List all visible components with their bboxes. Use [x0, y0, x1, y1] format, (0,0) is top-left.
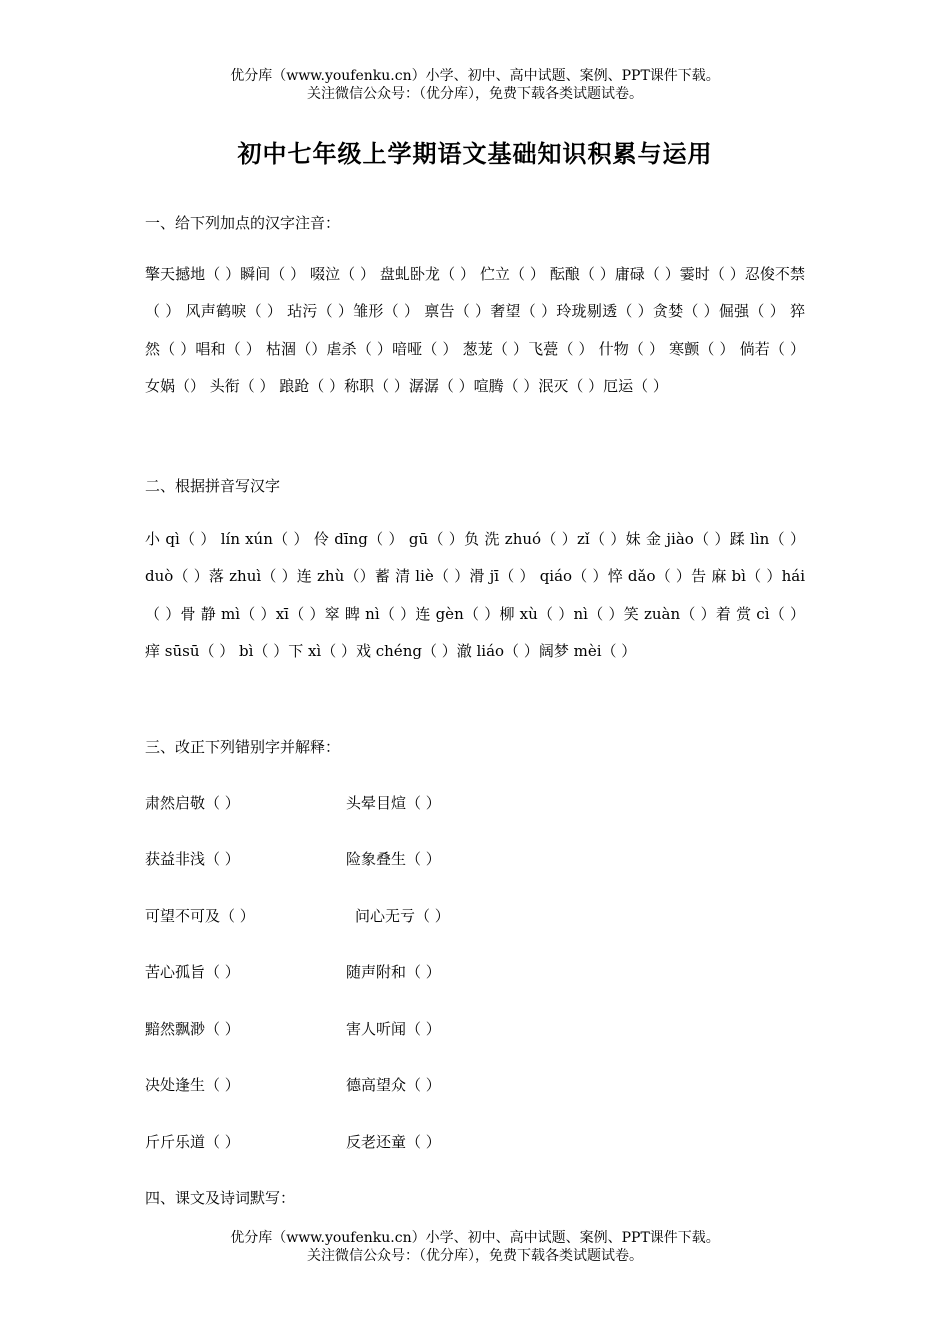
- correction-left: 苦心孤旨（ ）: [145, 963, 240, 981]
- section-2-heading: 二、根据拼音写汉字: [145, 477, 281, 495]
- correction-right: 害人听闻（ ）: [346, 1020, 441, 1038]
- correction-row: [145, 1131, 645, 1153]
- correction-right: 德高望众（ ）: [346, 1076, 441, 1094]
- page-header: [0, 67, 950, 103]
- footer-line-2: 关注微信公众号：（优分库），免费下载各类试题试卷。: [307, 1248, 643, 1264]
- document-title: 初中七年级上学期语文基础知识积累与运用: [237, 139, 713, 168]
- correction-row: [145, 905, 645, 927]
- correction-left: 获益非浅（ ）: [145, 850, 240, 868]
- correction-left: 肃然启敬（ ）: [145, 794, 240, 812]
- correction-left: 斤斤乐道（ ）: [145, 1133, 240, 1151]
- correction-row: [145, 961, 645, 983]
- correction-right: 问心无亏（ ）: [355, 907, 450, 925]
- correction-row: [145, 792, 645, 814]
- correction-row: [145, 848, 645, 870]
- section-2-text: 小 qì（ ） lín xún（ ） 伶 dīng（ ） gū（ ）负 洗 zhuó（ ）zǐ（ ）妹 金 jiào（ ）蹂 lìn（ ）duò（ ）落 zhuì（ ）连 zhù（）蓄 清 liè（ ）滑 jī（ ） qiáo（ ）悴 dǎo（ ）告 麻 bì（ ）hái（ ）骨 静 mì（ ）xī（ ）窣 睥 nì（ ）连 gèn（ ）柳 xù（ ）nì（ ）笑 zuàn（ ）着 赏 cì（ ）痒 sūsū（ ） bì（ ）下 xì（ ）戏 chéng（ ）澈 liáo（ ）阔梦 mèi（ ）: [145, 530, 805, 661]
- header-line-2: 关注微信公众号：（优分库），免费下载各类试题试卷。: [307, 86, 643, 102]
- section-4-heading: 四、课文及诗词默写：: [145, 1189, 296, 1207]
- correction-right: 险象叠生（ ）: [346, 850, 441, 868]
- page-footer: [0, 1229, 950, 1265]
- correction-left: 可望不可及（ ）: [145, 907, 255, 925]
- correction-left: 黯然飘渺（ ）: [145, 1020, 240, 1038]
- correction-right: 头晕目煊（ ）: [346, 794, 441, 812]
- correction-row: [145, 1074, 645, 1096]
- correction-row: [145, 1018, 645, 1040]
- section-3-heading: 三、改正下列错别字并解释：: [145, 738, 341, 756]
- section-1-text: 擎天撼地（ ）瞬间（ ） 啜泣（ ） 盘虬卧龙（ ） 伫立（ ） 酝酿（ ）庸碌（ ）霎时（ ）忍俊不禁（ ） 风声鹤唳（ ） 玷污（ ）雏形（ ） 禀告（ ）奢望（ ）玲珑剔透（ ）贪婪（ ）倔强（ ） 猝然（ ）唱和（ ） 枯涸（）虐杀（ ）喑哑（ ） 葱茏（ ）飞甍（ ） 什物（ ） 寒颤（ ） 倘若（ ）女娲（） 头衔（ ） 踉跄（ ）称职（ ）潺潺（ ）喧腾（ ）泯灭（ ）厄运（ ）: [145, 265, 805, 396]
- header-line-1: 优分库（www.youfenku.cn）小学、初中、高中试题、案例、PPT课件下载。: [230, 68, 720, 84]
- section-1-heading: 一、给下列加点的汉字注音：: [145, 214, 341, 232]
- correction-right: 反老还童（ ）: [346, 1133, 441, 1151]
- footer-line-1: 优分库（www.youfenku.cn）小学、初中、高中试题、案例、PPT课件下载。: [230, 1230, 720, 1246]
- correction-left: 决处逢生（ ）: [145, 1076, 240, 1094]
- correction-right: 随声附和（ ）: [346, 963, 441, 981]
